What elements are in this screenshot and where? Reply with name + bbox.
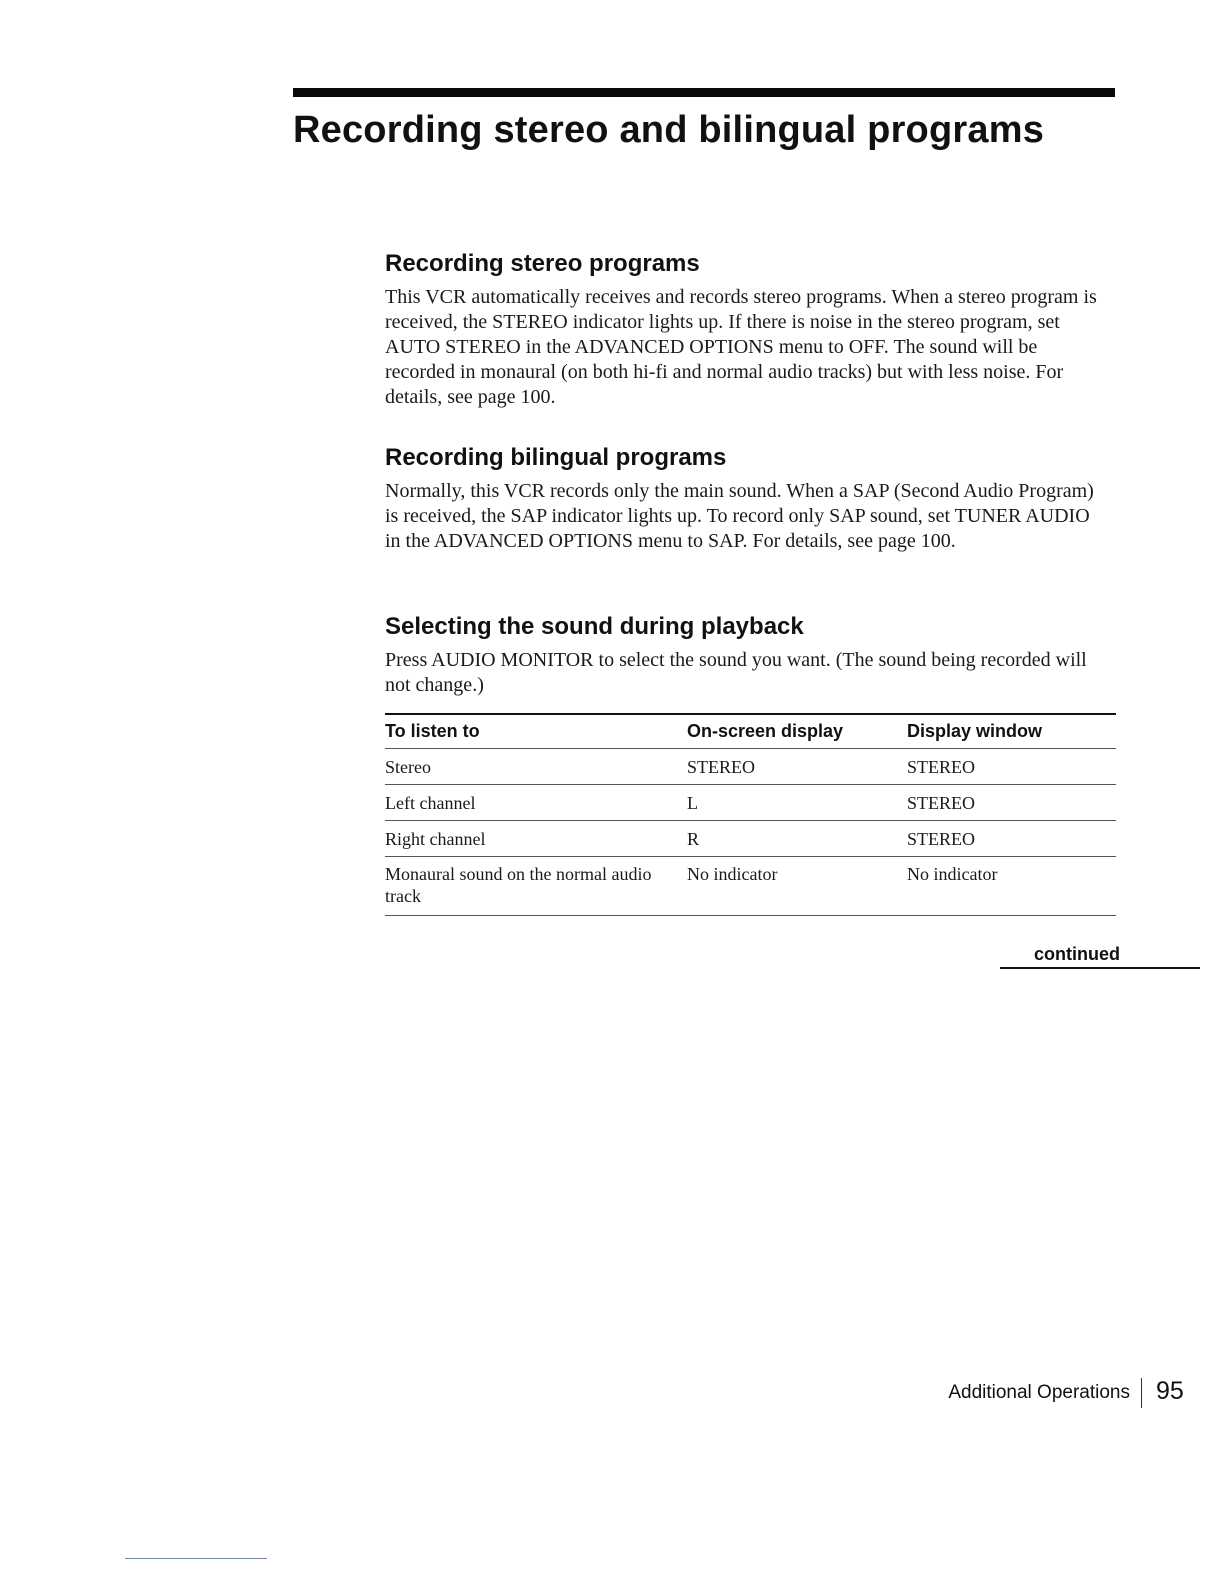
table-cell: STEREO — [687, 749, 907, 785]
table-header-cell: To listen to — [385, 714, 687, 749]
table-cell: Stereo — [385, 749, 687, 785]
section-stereo — [385, 249, 1105, 410]
section-heading: Recording bilingual programs — [385, 444, 727, 471]
table-header-cell: Display window — [907, 714, 1116, 749]
section-heading: Selecting the sound during playback — [385, 613, 804, 640]
footer-divider — [1141, 1378, 1142, 1408]
title-rule — [293, 88, 1115, 97]
table-cell: STEREO — [907, 785, 1116, 821]
footer-section-name: Additional Operations — [948, 1382, 1130, 1403]
continued-label-wrap — [980, 943, 1200, 965]
table-cell: Left channel — [385, 785, 687, 821]
table-cell: L — [687, 785, 907, 821]
section-bilingual — [385, 443, 1105, 554]
section-playback-sound — [385, 612, 1105, 698]
continued-rule — [1000, 967, 1200, 969]
table-row — [385, 749, 1116, 785]
table-cell: STEREO — [907, 749, 1116, 785]
section-body: This VCR automatically receives and records stereo programs. When a stereo program is received, the STEREO indicator lights up. If there is noise in the stereo program, set AUTO STEREO in the ADVANCED OPTIONS menu to OFF. The sound will be recorded in monaural (on both hi-fi and normal audio tracks) but with less noise. For details, see page 100. — [385, 286, 1097, 408]
table-cell: STEREO — [907, 821, 1116, 857]
table-header-cell: On-screen display — [687, 714, 907, 749]
table-cell: No indicator — [907, 857, 1116, 916]
table-cell: R — [687, 821, 907, 857]
continued-label: continued — [1034, 944, 1120, 964]
page-title: Recording stereo and bilingual programs — [293, 109, 1045, 151]
page-number: 95 — [1156, 1377, 1184, 1405]
table-header-row — [385, 714, 1116, 749]
table-row — [385, 821, 1116, 857]
section-body: Normally, this VCR records only the main sound. When a SAP (Second Audio Program) is received, the SAP indicator lights up. To record only SAP sound, set TUNER AUDIO in the ADVANCED OPTIONS menu to SAP. For details, see page 100. — [385, 480, 1094, 552]
table-cell: Right channel — [385, 821, 687, 857]
table-cell: Monaural sound on the normal audio track — [385, 857, 687, 916]
table-cell: No indicator — [687, 857, 907, 916]
section-heading: Recording stereo programs — [385, 250, 700, 277]
scan-edge-mark — [125, 1558, 267, 1559]
table-row — [385, 857, 1116, 916]
table-row — [385, 785, 1116, 821]
sound-selection-table — [385, 713, 1116, 916]
section-body: Press AUDIO MONITOR to select the sound you want. (The sound being recorded will not change.) — [385, 649, 1087, 696]
